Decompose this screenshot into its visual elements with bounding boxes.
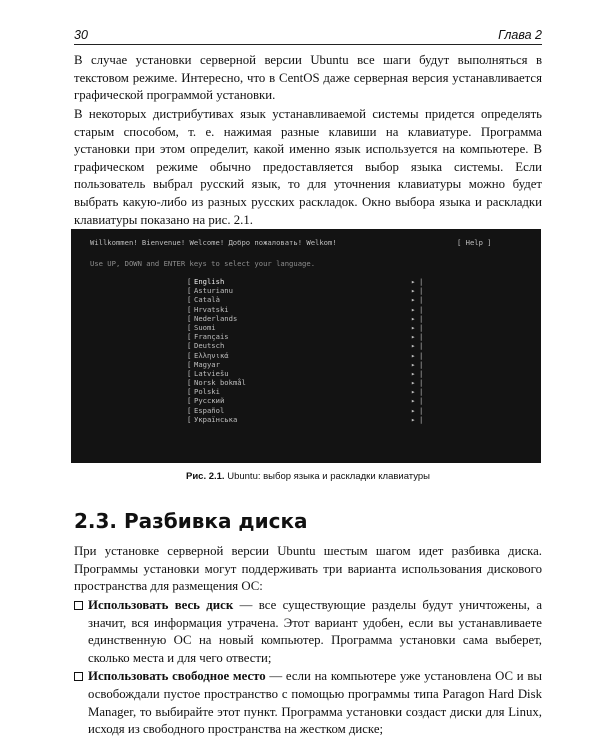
installer-greeting: Willkommen! Bienvenue! Welcome! Добро пожаловать! Welkom! bbox=[90, 238, 337, 247]
section-intro: При установке серверной версии Ubuntu шестым шагом идет разбивка диска. Программы установки могут поддерживать три варианта использования дискового пространства для размещения ОС: bbox=[74, 544, 542, 594]
language-name: Polski bbox=[194, 387, 220, 397]
scrollbar-track: | bbox=[419, 322, 424, 332]
running-header bbox=[74, 27, 542, 45]
option-bracket: [ bbox=[187, 295, 192, 305]
language-name: Hrvatski bbox=[194, 304, 229, 314]
submenu-arrow-icon: ▸ bbox=[411, 359, 416, 369]
scrollbar-track: | bbox=[419, 295, 424, 305]
language-option bbox=[187, 360, 427, 369]
language-name: Latviešu bbox=[194, 368, 229, 378]
language-name: Suomi bbox=[194, 322, 216, 332]
submenu-arrow-icon: ▸ bbox=[411, 313, 416, 323]
installer-screen bbox=[71, 229, 541, 463]
caption-text: Ubuntu: выбор языка и раскладки клавиатуры bbox=[227, 471, 430, 482]
language-option bbox=[187, 378, 427, 387]
bullet-item bbox=[74, 668, 542, 738]
language-option bbox=[187, 387, 427, 396]
option-bracket: [ bbox=[187, 341, 192, 351]
language-name: Magyar bbox=[194, 359, 220, 369]
paragraph-server-install: В случае установки серверной версии Ubuntu все шаги будут выполняться в текстовом режиме. Интересно, что в CentOS даже серверная версия устанавливается графической программой установки. bbox=[74, 53, 542, 103]
figure-caption bbox=[74, 471, 542, 482]
option-bracket: [ bbox=[187, 387, 192, 397]
option-bracket: [ bbox=[187, 378, 192, 388]
language-option bbox=[187, 406, 427, 415]
scrollbar-track: | bbox=[419, 368, 424, 378]
language-name: Asturianu bbox=[194, 286, 233, 296]
language-list bbox=[187, 277, 427, 424]
language-option bbox=[187, 295, 427, 304]
option-bracket: [ bbox=[187, 359, 192, 369]
submenu-arrow-icon: ▸ bbox=[411, 341, 416, 351]
language-option bbox=[187, 351, 427, 360]
scrollbar-track: | bbox=[419, 313, 424, 323]
language-option bbox=[187, 341, 427, 350]
submenu-arrow-icon: ▸ bbox=[411, 368, 416, 378]
paragraph-language-selection: В некоторых дистрибутивах язык устанавливаемой системы придется определять старым способом, т. е. нажимая разные клавиши на клавиатуре. Программа установки при этом определит, какой именно язык используется на компьютере. В графическом режиме обычно предоставляется выбор языка системы. Если пользователь выбрал русский язык, то для уточнения клавиатуры можно будет выбрать какую-либо из разных русских раскладок. Окно выбора языка и раскладки клавиатуры показано на рис. 2.1. bbox=[74, 107, 542, 227]
bullet-list bbox=[74, 597, 542, 739]
language-option bbox=[187, 415, 427, 424]
option-bracket: [ bbox=[187, 332, 192, 342]
language-name: English bbox=[194, 277, 225, 286]
language-name: Українська bbox=[194, 414, 238, 424]
language-name: Nederlands bbox=[194, 313, 238, 323]
submenu-arrow-icon: ▸ bbox=[411, 322, 416, 332]
scrollbar-track: | bbox=[419, 359, 424, 369]
bullet-term: Использовать весь диск bbox=[88, 598, 234, 612]
scrollbar-track: | bbox=[419, 405, 424, 415]
option-bracket: [ bbox=[187, 405, 192, 415]
language-name: Русский bbox=[194, 396, 225, 406]
language-option bbox=[187, 314, 427, 323]
bullet-item bbox=[74, 597, 542, 667]
language-option bbox=[187, 332, 427, 341]
bullet-text: — все существующие разделы будут уничтожены, а значит, вся информация утрачена. Этот вариант удобен, если вы устанавливаете единственную ОС на новый компьютер. Программа установки сама выберет, сколько места и для чего отвести; bbox=[88, 598, 543, 665]
scrollbar-track: | bbox=[419, 378, 424, 388]
scrollbar-track: | bbox=[419, 286, 424, 296]
language-name: Norsk bokmål bbox=[194, 378, 246, 388]
caption-label: Рис. 2.1. bbox=[185, 471, 225, 482]
submenu-arrow-icon: ▸ bbox=[411, 295, 416, 305]
language-option bbox=[187, 305, 427, 314]
option-bracket: [ bbox=[187, 277, 192, 286]
option-bracket: [ bbox=[187, 313, 192, 323]
option-bracket: [ bbox=[187, 304, 192, 314]
submenu-arrow-icon: ▸ bbox=[411, 396, 416, 406]
scrollbar-track: | bbox=[419, 341, 424, 351]
section-heading: 2.3. Разбивка диска bbox=[74, 509, 308, 533]
scrollbar-track: | bbox=[419, 277, 424, 286]
option-bracket: [ bbox=[187, 350, 192, 360]
checkbox-bullet-icon bbox=[74, 601, 83, 610]
submenu-arrow-icon: ▸ bbox=[411, 387, 416, 397]
bullet-term: Использовать свободное место bbox=[88, 669, 266, 684]
submenu-arrow-icon: ▸ bbox=[411, 414, 416, 424]
scrollbar-track: | bbox=[419, 396, 424, 406]
scrollbar-track: | bbox=[419, 350, 424, 360]
chapter-label: Глава 2 bbox=[498, 28, 542, 42]
submenu-arrow-icon: ▸ bbox=[411, 405, 416, 415]
submenu-arrow-icon: ▸ bbox=[411, 350, 416, 360]
scrollbar-track: | bbox=[419, 304, 424, 314]
language-option bbox=[187, 369, 427, 378]
help-button: [ Help ] bbox=[457, 238, 492, 247]
submenu-arrow-icon: ▸ bbox=[411, 286, 416, 296]
option-bracket: [ bbox=[187, 396, 192, 406]
language-option bbox=[187, 286, 427, 295]
submenu-arrow-icon: ▸ bbox=[411, 378, 416, 388]
language-option bbox=[187, 396, 427, 405]
language-option bbox=[187, 323, 427, 332]
submenu-arrow-icon: ▸ bbox=[411, 332, 416, 342]
installer-hint: Use UP, DOWN and ENTER keys to select your language. bbox=[90, 259, 316, 268]
option-bracket: [ bbox=[187, 286, 192, 296]
page-number: 30 bbox=[74, 28, 88, 42]
option-bracket: [ bbox=[187, 368, 192, 378]
bullet-text: — если на компьютере уже установлена ОС и вы освобождали пустое пространство с помощью программы типа Paragon Hard Disk Manager, то выбирайте этот пункт. Программа установки создаст диски для Linux, исходя из свободного пространства на жестком диске; bbox=[88, 669, 542, 737]
submenu-arrow-icon: ▸ bbox=[411, 304, 416, 314]
language-name: Català bbox=[194, 295, 220, 305]
language-name: Deutsch bbox=[194, 341, 225, 351]
scrollbar-track: | bbox=[419, 387, 424, 397]
scrollbar-track: | bbox=[419, 414, 424, 424]
submenu-arrow-icon: ▸ bbox=[411, 277, 416, 286]
language-name: Ελληνικά bbox=[194, 350, 229, 360]
figure-screenshot bbox=[71, 229, 541, 463]
option-bracket: [ bbox=[187, 322, 192, 332]
language-option bbox=[187, 277, 427, 286]
checkbox-bullet-icon bbox=[74, 672, 83, 681]
scrollbar-track: | bbox=[419, 332, 424, 342]
language-name: Français bbox=[194, 332, 229, 342]
option-bracket: [ bbox=[187, 414, 192, 424]
language-name: Español bbox=[194, 405, 225, 415]
